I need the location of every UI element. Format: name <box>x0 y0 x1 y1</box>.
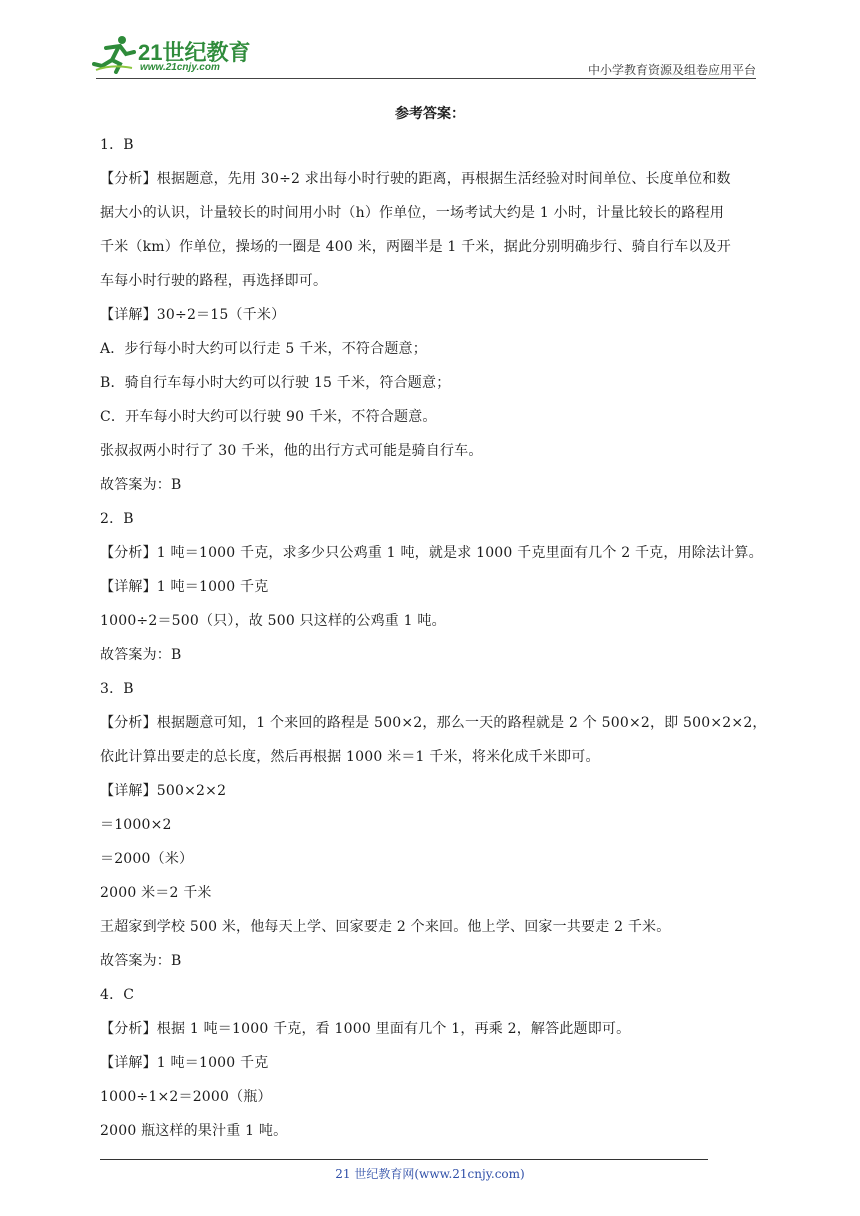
answer-line: 车每小时行驶的路程，再选择即可。 <box>100 273 328 289</box>
answer-line: 1．B <box>100 137 134 153</box>
header-divider <box>96 78 756 79</box>
answer-line: 【分析】根据题意，先用 30÷2 求出每小时行驶的距离，再根据生活经验对时间单位、长度单位和数 <box>100 171 731 187</box>
footer-divider <box>100 1159 708 1160</box>
answer-line: C．开车每小时大约可以行驶 90 千米，不符合题意。 <box>100 409 437 425</box>
answer-line: 张叔叔两小时行了 30 千米，他的出行方式可能是骑自行车。 <box>100 443 483 459</box>
answer-line: 2000 瓶这样的果汁重 1 吨。 <box>100 1123 288 1139</box>
answer-line: 【分析】1 吨＝1000 千克，求多少只公鸡重 1 吨，就是求 1000 千克里面有几个 2 千克，用除法计算。 <box>100 545 763 561</box>
answer-line: ＝2000（米） <box>100 851 194 867</box>
answer-line: 1000÷1×2＝2000（瓶） <box>100 1089 272 1105</box>
logo-url: www.21cnjy.com <box>140 62 220 73</box>
answer-line: A．步行每小时大约可以行走 5 千米，不符合题意； <box>100 341 427 357</box>
answer-line: 【分析】根据题意可知，1 个来回的路程是 500×2，那么一天的路程就是 2 个 500×2，即 500×2×2， <box>100 715 767 731</box>
answer-line: 【详解】500×2×2 <box>100 783 227 799</box>
logo-text: 21世纪教育 <box>138 40 251 65</box>
answer-line: 故答案为：B <box>100 647 182 663</box>
answer-line: 千米（km）作单位，操场的一圈是 400 米，两圈半是 1 千米，据此分别明确步行、骑自行车以及开 <box>100 239 731 255</box>
answer-line: 依此计算出要走的总长度，然后再根据 1000 米＝1 千米，将米化成千米即可。 <box>100 749 600 765</box>
answer-line: 故答案为：B <box>100 477 182 493</box>
answer-line: 故答案为：B <box>100 953 182 969</box>
runner-logo-icon <box>92 34 138 74</box>
site-logo <box>92 34 262 78</box>
answer-line: 2000 米＝2 千米 <box>100 885 212 901</box>
answer-line: 3．B <box>100 681 134 697</box>
answer-line: ＝1000×2 <box>100 817 172 833</box>
answer-line: 2．B <box>100 511 134 527</box>
answer-line: 【分析】根据 1 吨＝1000 千克，看 1000 里面有几个 1，再乘 2，解答此题即可。 <box>100 1021 631 1037</box>
answer-line: 据大小的认识，计量较长的时间用小时（h）作单位，一场考试大约是 1 小时，计量比较长的路程用 <box>100 205 725 221</box>
answer-line: 【详解】30÷2＝15（千米） <box>100 307 286 323</box>
answer-line: 【详解】1 吨＝1000 千克 <box>100 1055 269 1071</box>
footer-text[interactable]: 21 世纪教育网(www.21cnjy.com) <box>335 1167 525 1181</box>
answer-line: 4．C <box>100 987 135 1003</box>
answer-line: 王超家到学校 500 米，他每天上学、回家要走 2 个来回。他上学、回家一共要走 2 千米。 <box>100 919 671 935</box>
answer-line: 1000÷2＝500（只），故 500 只这样的公鸡重 1 吨。 <box>100 613 446 629</box>
page-header <box>0 0 860 80</box>
answer-content <box>100 128 770 1148</box>
answer-line: B．骑自行车每小时大约可以行驶 15 千米，符合题意； <box>100 375 451 391</box>
header-platform-text: 中小学教育资源及组卷应用平台 <box>587 63 756 77</box>
answer-line: 【详解】1 吨＝1000 千克 <box>100 579 269 595</box>
answer-title: 参考答案： <box>395 106 465 122</box>
